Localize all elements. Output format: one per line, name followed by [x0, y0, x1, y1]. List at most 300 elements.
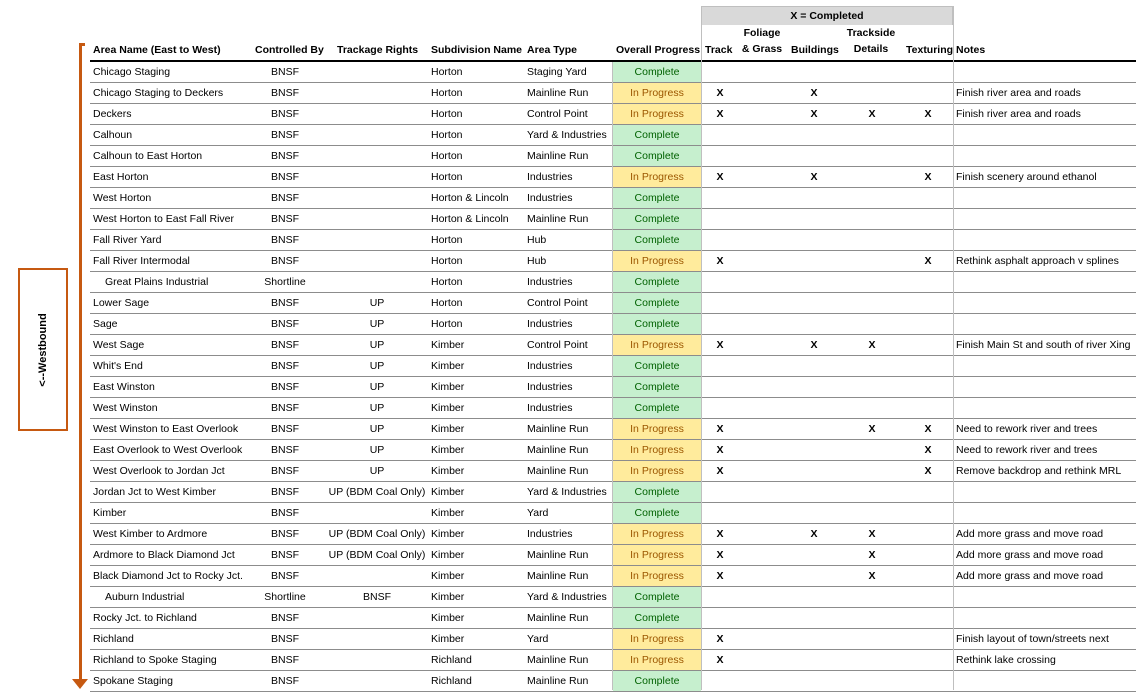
subdivision-cell: Kimber [431, 507, 465, 519]
texturing-done-mark [922, 356, 934, 376]
header-track: Track [705, 44, 733, 56]
table-row [90, 503, 1136, 524]
track-done-mark [714, 503, 726, 523]
notes-cell: Finish scenery around ethanol [956, 171, 1097, 183]
table-row [90, 587, 1136, 608]
subdivision-cell: Horton [431, 276, 463, 288]
table-row [90, 377, 1136, 398]
trackside-done-mark [866, 608, 878, 628]
trackage-rights-cell [322, 104, 432, 124]
track-done-mark [714, 398, 726, 418]
foliage-done-mark [753, 398, 765, 418]
trackside-done-mark [866, 650, 878, 670]
track-done-mark [714, 230, 726, 250]
buildings-done-mark [808, 440, 820, 460]
progress-status-cell: Complete [613, 482, 701, 502]
progress-status-cell: In Progress [613, 461, 701, 481]
texturing-done-mark: X [924, 423, 932, 435]
area-name-cell: Calhoun to East Horton [93, 150, 203, 162]
header-controlled-by: Controlled By [255, 44, 324, 56]
buildings-done-mark [808, 503, 820, 523]
trackage-rights-cell: UP [369, 381, 385, 393]
area-type-cell: Mainline Run [527, 465, 589, 477]
trackside-done-mark [866, 209, 878, 229]
table-row [90, 83, 1136, 104]
trackside-done-mark [866, 293, 878, 313]
buildings-done-mark [808, 587, 820, 607]
texturing-done-mark [922, 503, 934, 523]
trackside-done-mark [866, 125, 878, 145]
texturing-done-mark [922, 272, 934, 292]
area-type-cell: Staging Yard [527, 66, 587, 78]
header-texturing: Texturing [906, 44, 954, 56]
track-done-mark: X [716, 633, 724, 645]
controlled-by-cell: Shortline [264, 276, 306, 288]
foliage-done-mark [753, 419, 765, 439]
track-done-mark [714, 272, 726, 292]
area-type-cell: Industries [527, 528, 573, 540]
area-type-cell: Mainline Run [527, 612, 589, 624]
texturing-done-mark [922, 335, 934, 355]
controlled-by-cell: BNSF [270, 402, 299, 414]
texturing-done-mark [922, 377, 934, 397]
table-row [90, 608, 1136, 629]
subdivision-cell: Kimber [431, 633, 465, 645]
subdivision-cell: Kimber [431, 486, 465, 498]
track-done-mark [714, 377, 726, 397]
area-type-cell: Yard & Industries [527, 129, 607, 141]
trackside-done-mark [866, 251, 878, 271]
progress-status-cell: Complete [613, 314, 701, 334]
trackage-rights-cell [322, 83, 432, 103]
controlled-by-cell: BNSF [270, 612, 299, 624]
progress-status-cell: In Progress [613, 524, 701, 544]
direction-arrow-shaft [79, 43, 82, 679]
foliage-done-mark [753, 83, 765, 103]
area-name-cell: Calhoun [93, 129, 133, 141]
progress-status-cell: Complete [613, 671, 701, 691]
trackside-done-mark [866, 629, 878, 649]
area-name-cell: Sage [93, 318, 118, 330]
trackage-rights-cell: UP [369, 444, 385, 456]
foliage-done-mark [753, 125, 765, 145]
buildings-done-mark [808, 461, 820, 481]
progress-status-cell: In Progress [613, 650, 701, 670]
controlled-by-cell: BNSF [270, 108, 299, 120]
track-done-mark: X [716, 654, 724, 666]
texturing-done-mark [922, 650, 934, 670]
texturing-done-mark: X [924, 465, 932, 477]
buildings-done-mark [808, 293, 820, 313]
texturing-done-mark [922, 482, 934, 502]
trackage-rights-cell [322, 671, 432, 691]
buildings-done-mark: X [810, 528, 818, 540]
foliage-done-mark [753, 587, 765, 607]
direction-arrow-head [72, 679, 88, 689]
texturing-done-mark [922, 188, 934, 208]
controlled-by-cell: BNSF [270, 192, 299, 204]
trackage-rights-cell: UP (BDM Coal Only) [328, 549, 426, 561]
trackage-rights-cell: UP [369, 297, 385, 309]
table-row [90, 272, 1136, 293]
texturing-done-mark [922, 230, 934, 250]
trackage-rights-cell: UP (BDM Coal Only) [328, 528, 426, 540]
texturing-done-mark: X [924, 171, 932, 183]
buildings-done-mark [808, 566, 820, 586]
texturing-done-mark [922, 524, 934, 544]
area-name-cell: Auburn Industrial [105, 591, 185, 603]
buildings-done-mark [808, 125, 820, 145]
area-name-cell: Spokane Staging [93, 675, 173, 687]
area-name-cell: Kimber [93, 507, 127, 519]
controlled-by-cell: BNSF [270, 213, 299, 225]
foliage-done-mark [753, 104, 765, 124]
area-name-cell: West Kimber to Ardmore [93, 528, 208, 540]
controlled-by-cell: BNSF [270, 549, 299, 561]
foliage-done-mark [753, 650, 765, 670]
header-foliage-line2: & Grass [741, 43, 783, 55]
track-done-mark: X [716, 570, 724, 582]
area-type-cell: Industries [527, 276, 573, 288]
table-row [90, 314, 1136, 335]
buildings-done-mark: X [810, 171, 818, 183]
trackage-rights-cell [322, 503, 432, 523]
table-row [90, 356, 1136, 377]
header-foliage-line1: Foliage [743, 27, 781, 39]
area-name-cell: Ardmore to Black Diamond Jct [93, 549, 235, 561]
trackage-rights-cell [322, 125, 432, 145]
trackage-rights-cell: UP [369, 402, 385, 414]
foliage-done-mark [753, 545, 765, 565]
track-done-mark: X [716, 423, 724, 435]
trackside-done-mark [866, 230, 878, 250]
table-row [90, 167, 1136, 188]
trackside-done-mark [866, 314, 878, 334]
notes-cell: Rethink asphalt approach v splines [956, 255, 1119, 267]
trackside-done-mark [866, 146, 878, 166]
progress-status-cell: In Progress [613, 83, 701, 103]
foliage-done-mark [753, 461, 765, 481]
foliage-done-mark [753, 608, 765, 628]
table-row [90, 461, 1136, 482]
area-name-cell: Fall River Intermodal [93, 255, 190, 267]
area-name-cell: West Winston [93, 402, 158, 414]
texturing-done-mark [922, 608, 934, 628]
area-type-cell: Mainline Run [527, 423, 589, 435]
progress-status-cell: Complete [613, 188, 701, 208]
texturing-done-mark [922, 545, 934, 565]
track-done-mark: X [716, 339, 724, 351]
progress-status-cell: Complete [613, 377, 701, 397]
progress-status-cell: Complete [613, 356, 701, 376]
progress-status-cell: In Progress [613, 419, 701, 439]
subdivision-cell: Horton [431, 318, 463, 330]
track-done-mark [714, 356, 726, 376]
progress-status-cell: In Progress [613, 440, 701, 460]
buildings-done-mark [808, 230, 820, 250]
area-name-cell: Rocky Jct. to Richland [93, 612, 197, 624]
track-done-mark: X [716, 528, 724, 540]
texturing-done-mark [922, 209, 934, 229]
notes-cell: Remove backdrop and rethink MRL [956, 465, 1122, 477]
area-type-cell: Industries [527, 318, 573, 330]
table-row [90, 188, 1136, 209]
header-trackside-line2: Details [853, 43, 889, 55]
trackside-done-mark [866, 482, 878, 502]
buildings-done-mark [808, 650, 820, 670]
progress-status-cell: In Progress [613, 104, 701, 124]
foliage-done-mark [753, 251, 765, 271]
buildings-done-mark [808, 608, 820, 628]
area-type-cell: Mainline Run [527, 570, 589, 582]
x-completed-label: X = Completed [790, 10, 864, 22]
subdivision-cell: Kimber [431, 339, 465, 351]
area-name-cell: Jordan Jct to West Kimber [93, 486, 216, 498]
area-name-cell: East Horton [93, 171, 149, 183]
track-done-mark [714, 188, 726, 208]
trackage-rights-cell: UP [369, 465, 385, 477]
controlled-by-cell: BNSF [270, 507, 299, 519]
area-name-cell: West Overlook to Jordan Jct [93, 465, 225, 477]
trackside-done-mark [866, 272, 878, 292]
area-type-cell: Mainline Run [527, 654, 589, 666]
trackside-done-mark [866, 83, 878, 103]
table-row [90, 146, 1136, 167]
trackside-done-mark [866, 377, 878, 397]
trackside-done-mark: X [868, 528, 876, 540]
foliage-done-mark [753, 356, 765, 376]
buildings-done-mark: X [810, 108, 818, 120]
subdivision-cell: Horton [431, 255, 463, 267]
buildings-done-mark [808, 545, 820, 565]
subdivision-cell: Horton & Lincoln [431, 213, 509, 225]
progress-status-cell: Complete [613, 230, 701, 250]
area-type-cell: Control Point [527, 339, 588, 351]
track-done-mark: X [716, 87, 724, 99]
foliage-done-mark [753, 629, 765, 649]
texturing-done-mark: X [924, 108, 932, 120]
area-type-cell: Control Point [527, 297, 588, 309]
trackage-rights-cell [322, 629, 432, 649]
trackside-done-mark [866, 167, 878, 187]
westbound-label-box [18, 268, 68, 431]
buildings-done-mark [808, 272, 820, 292]
buildings-done-mark [808, 356, 820, 376]
controlled-by-cell: BNSF [270, 339, 299, 351]
texturing-done-mark: X [924, 255, 932, 267]
track-done-mark [714, 587, 726, 607]
progress-status-cell: Complete [613, 125, 701, 145]
notes-cell: Need to rework river and trees [956, 423, 1098, 435]
area-name-cell: West Horton to East Fall River [93, 213, 235, 225]
track-done-mark [714, 671, 726, 691]
foliage-done-mark [753, 272, 765, 292]
controlled-by-cell: BNSF [270, 150, 299, 162]
foliage-done-mark [753, 482, 765, 502]
buildings-done-mark [808, 377, 820, 397]
area-name-cell: East Winston [93, 381, 155, 393]
area-name-cell: East Overlook to West Overlook [93, 444, 243, 456]
foliage-done-mark [753, 440, 765, 460]
grid-line [701, 6, 702, 690]
track-done-mark: X [716, 549, 724, 561]
controlled-by-cell: BNSF [270, 465, 299, 477]
track-done-mark [714, 482, 726, 502]
progress-status-cell: In Progress [613, 251, 701, 271]
table-row [90, 671, 1136, 692]
area-type-cell: Industries [527, 171, 573, 183]
area-name-cell: West Sage [93, 339, 145, 351]
track-done-mark [714, 314, 726, 334]
progress-status-cell: Complete [613, 62, 701, 82]
foliage-done-mark [753, 314, 765, 334]
header-buildings: Buildings [791, 44, 839, 56]
notes-cell: Finish layout of town/streets next [956, 633, 1109, 645]
area-type-cell: Industries [527, 360, 573, 372]
trackside-done-mark [866, 356, 878, 376]
subdivision-cell: Kimber [431, 402, 465, 414]
controlled-by-cell: BNSF [270, 381, 299, 393]
controlled-by-cell: BNSF [270, 87, 299, 99]
subdivision-cell: Kimber [431, 549, 465, 561]
subdivision-cell: Kimber [431, 444, 465, 456]
controlled-by-cell: BNSF [270, 423, 299, 435]
foliage-done-mark [753, 209, 765, 229]
controlled-by-cell: BNSF [270, 171, 299, 183]
track-done-mark: X [716, 255, 724, 267]
table-row [90, 398, 1136, 419]
area-type-cell: Yard [527, 507, 549, 519]
buildings-done-mark [808, 398, 820, 418]
trackside-done-mark: X [868, 339, 876, 351]
trackage-rights-cell: UP [369, 339, 385, 351]
trackage-rights-cell [322, 608, 432, 628]
table-row [90, 104, 1136, 125]
track-done-mark [714, 62, 726, 82]
trackage-rights-cell [322, 272, 432, 292]
controlled-by-cell: BNSF [270, 528, 299, 540]
notes-cell: Rethink lake crossing [956, 654, 1056, 666]
texturing-done-mark [922, 398, 934, 418]
texturing-done-mark [922, 83, 934, 103]
table-row [90, 524, 1136, 545]
trackage-rights-cell [322, 209, 432, 229]
header-trackside-line1: Trackside [846, 27, 896, 39]
progress-status-cell: Complete [613, 146, 701, 166]
notes-cell: Need to rework river and trees [956, 444, 1098, 456]
foliage-done-mark [753, 671, 765, 691]
texturing-done-mark: X [924, 444, 932, 456]
controlled-by-cell: BNSF [270, 486, 299, 498]
buildings-done-mark: X [810, 87, 818, 99]
progress-status-cell: Complete [613, 293, 701, 313]
trackage-rights-cell [322, 167, 432, 187]
header-trackage-rights: Trackage Rights [337, 44, 419, 56]
subdivision-cell: Horton [431, 129, 463, 141]
buildings-done-mark [808, 251, 820, 271]
foliage-done-mark [753, 62, 765, 82]
track-done-mark [714, 608, 726, 628]
table-row [90, 440, 1136, 461]
trackside-done-mark: X [868, 549, 876, 561]
notes-cell: Finish river area and roads [956, 108, 1081, 120]
table-row [90, 251, 1136, 272]
grid-line [953, 6, 954, 690]
area-name-cell: Chicago Staging to Deckers [93, 87, 224, 99]
area-name-cell: Richland [93, 633, 134, 645]
controlled-by-cell: BNSF [270, 129, 299, 141]
track-done-mark: X [716, 108, 724, 120]
subdivision-cell: Horton & Lincoln [431, 192, 509, 204]
area-type-cell: Hub [527, 255, 547, 267]
area-type-cell: Mainline Run [527, 675, 589, 687]
progress-status-cell: Complete [613, 503, 701, 523]
header-overall-progress: Overall Progress [616, 44, 701, 56]
track-done-mark [714, 146, 726, 166]
progress-status-cell: Complete [613, 272, 701, 292]
texturing-done-mark [922, 293, 934, 313]
controlled-by-cell: BNSF [270, 633, 299, 645]
controlled-by-cell: BNSF [270, 255, 299, 267]
controlled-by-cell: Shortline [264, 591, 306, 603]
buildings-done-mark [808, 629, 820, 649]
subdivision-cell: Kimber [431, 528, 465, 540]
track-done-mark: X [716, 465, 724, 477]
area-name-cell: Great Plains Industrial [105, 276, 209, 288]
subdivision-cell: Horton [431, 108, 463, 120]
foliage-done-mark [753, 503, 765, 523]
area-name-cell: Richland to Spoke Staging [93, 654, 217, 666]
subdivision-cell: Richland [431, 654, 472, 666]
subdivision-cell: Horton [431, 234, 463, 246]
trackside-done-mark [866, 461, 878, 481]
subdivision-cell: Kimber [431, 591, 465, 603]
area-type-cell: Yard & Industries [527, 486, 607, 498]
controlled-by-cell: BNSF [270, 675, 299, 687]
area-name-cell: Deckers [93, 108, 132, 120]
subdivision-cell: Kimber [431, 570, 465, 582]
progress-status-cell: In Progress [613, 545, 701, 565]
progress-status-cell: Complete [613, 587, 701, 607]
table-row [90, 419, 1136, 440]
area-name-cell: Chicago Staging [93, 66, 171, 78]
header-area-name: Area Name (East to West) [93, 44, 221, 56]
foliage-done-mark [753, 377, 765, 397]
buildings-done-mark [808, 209, 820, 229]
buildings-done-mark: X [810, 339, 818, 351]
table-row [90, 209, 1136, 230]
area-type-cell: Mainline Run [527, 549, 589, 561]
buildings-done-mark [808, 62, 820, 82]
subdivision-cell: Horton [431, 297, 463, 309]
trackside-done-mark [866, 503, 878, 523]
subdivision-cell: Kimber [431, 381, 465, 393]
trackside-done-mark [866, 440, 878, 460]
area-type-cell: Industries [527, 402, 573, 414]
foliage-done-mark [753, 146, 765, 166]
area-name-cell: Fall River Yard [93, 234, 162, 246]
controlled-by-cell: BNSF [270, 360, 299, 372]
table-row [90, 230, 1136, 251]
subdivision-cell: Horton [431, 66, 463, 78]
controlled-by-cell: BNSF [270, 570, 299, 582]
area-type-cell: Mainline Run [527, 150, 589, 162]
foliage-done-mark [753, 167, 765, 187]
texturing-done-mark [922, 62, 934, 82]
trackage-rights-cell [322, 566, 432, 586]
trackage-rights-cell: UP [369, 360, 385, 372]
trackage-rights-cell: BNSF [362, 591, 391, 603]
